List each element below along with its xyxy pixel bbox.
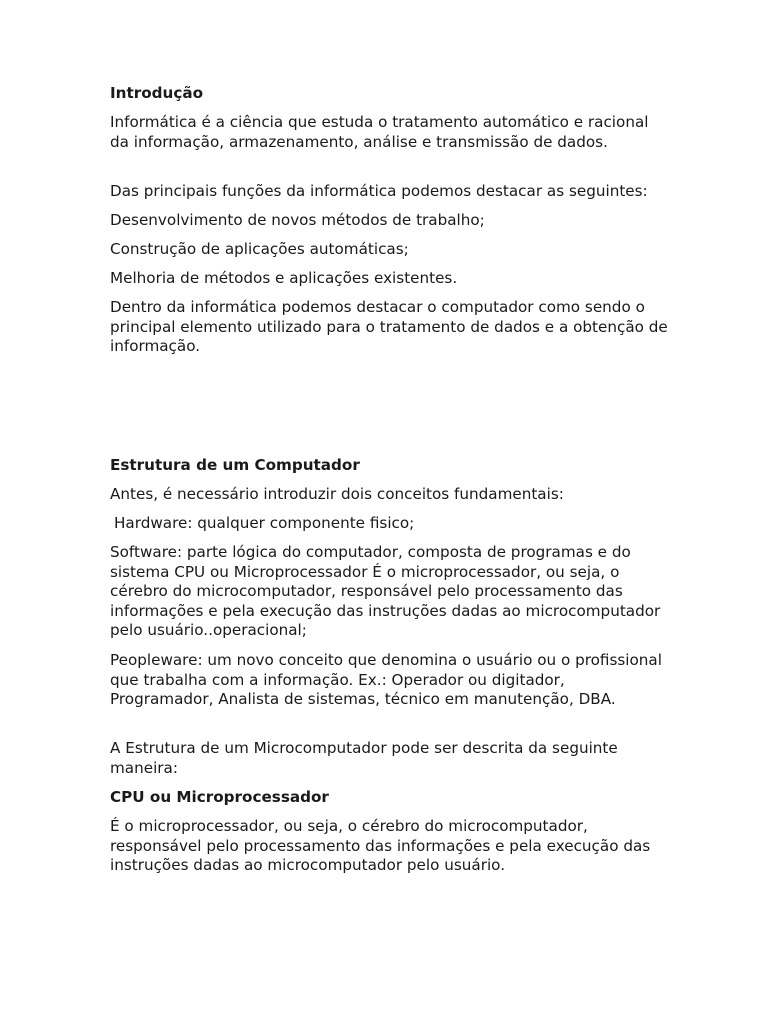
paragraph: A Estrutura de um Microcomputador pode ser descrita da seguinte maneira: — [110, 739, 618, 777]
paragraph: É o microprocessador, ou seja, o cérebro do microcomputador, responsável pelo processamento das informações e pela execução das instruções dadas ao microcomputador pelo usuário. — [110, 817, 651, 875]
paragraph: Desenvolvimento de novos métodos de trabalho; — [110, 211, 485, 229]
paragraph: Melhoria de métodos e aplicações existentes. — [110, 269, 458, 287]
paragraph: Das principais funções da informática podemos destacar as seguintes: — [110, 182, 648, 200]
paragraph: Hardware: qualquer componente fisico; — [114, 514, 415, 532]
section-heading-introducao: Introdução — [110, 84, 204, 102]
section-heading-estrutura: Estrutura de um Computador — [110, 456, 360, 474]
paragraph: Dentro da informática podemos destacar o computador como sendo o principal elemento utilizado para o tratamento de dados e a obtenção de informação. — [110, 298, 668, 356]
paragraph: Informática é a ciência que estuda o tratamento automático e racional da informação, armazenamento, análise e transmissão de dados. — [110, 113, 649, 151]
paragraph: Antes, é necessário introduzir dois conceitos fundamentais: — [110, 485, 564, 503]
paragraph: Software: parte lógica do computador, composta de programas e do sistema CPU ou Microprocessador É o microprocessador, ou seja, o cérebro do microcomputador, responsável pelo processamento das informações e pela execução das instruções dadas ao microcomputador pelo usuário..operacional; — [110, 543, 661, 640]
paragraph: Construção de aplicações automáticas; — [110, 240, 409, 258]
paragraph: Peopleware: um novo conceito que denomina o usuário ou o profissional que trabalha com a informação. Ex.: Operador ou digitador, Programador, Analista de sistemas, técnico em manutenção, DBA. — [110, 651, 662, 709]
section-heading-cpu: CPU ou Microprocessador — [110, 788, 329, 806]
